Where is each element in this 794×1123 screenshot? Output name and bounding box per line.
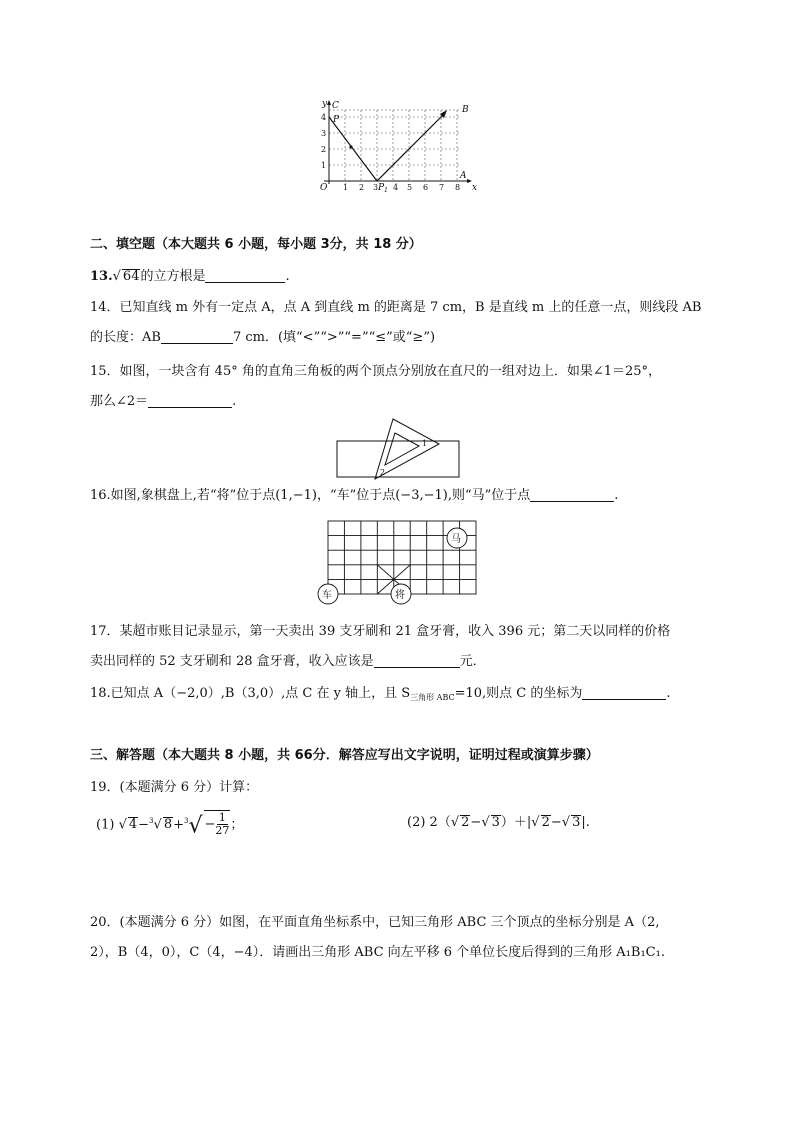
radicand: 64 — [122, 269, 140, 284]
sqrt-symbol: √ — [118, 817, 127, 833]
question-text: 卖出同样的 52 支牙刷和 28 盒牙膏，收入应该是 — [90, 654, 374, 669]
question-text: 那么∠2＝ — [90, 394, 149, 409]
sqrt-symbol: √ — [531, 815, 540, 830]
question-text: =10,则点 C 的坐标为 — [454, 686, 583, 701]
sqrt-symbol: √ — [112, 269, 121, 284]
operator: − — [470, 815, 482, 830]
numerator: 1 — [218, 811, 226, 825]
point-p-label: P — [333, 115, 340, 125]
x-tick-4: 4 — [393, 183, 399, 192]
question-text: 16.如图,象棋盘上,若“将”位于点(1,−1)，“车”位于点(−3,−1),则“马”位于点 — [90, 488, 531, 503]
x-tick-3: 3 — [373, 183, 379, 192]
y-axis-label: y — [322, 99, 328, 109]
segment-p1b — [377, 113, 445, 181]
question-14-line-1: 14．已知直线 m 外有一定点 A，点 A 到直线 m 的距离是 7 cm，B 是直线 m 上的任意一点，则线段 AB — [90, 300, 702, 315]
answer-blank[interactable] — [161, 329, 233, 344]
question-text: 7 cm．(填“<”“>”“=”“≤”或“≥”) — [232, 330, 436, 345]
question-19-part-2 — [407, 814, 590, 832]
angle-2-label: 2 — [380, 468, 386, 477]
unit-text: 元． — [459, 654, 486, 669]
point-a-label: A — [460, 171, 467, 181]
operator: ）＋| — [500, 815, 532, 830]
x-tick-5: 5 — [407, 183, 413, 192]
x-tick-2: 2 — [359, 183, 365, 192]
sqrt-symbol: √ — [188, 813, 203, 839]
operator: − — [550, 815, 562, 830]
x-tick-8: 8 — [455, 183, 461, 192]
answer-blank[interactable] — [582, 685, 666, 700]
y-tick-2: 2 — [321, 145, 327, 154]
point-c-label: C — [332, 101, 339, 111]
sqrt-symbol: √ — [450, 815, 460, 830]
chess-board-figure — [310, 516, 480, 608]
y-tick-1: 1 — [321, 161, 327, 170]
svg-text:车: 车 — [322, 590, 332, 601]
answer-blank[interactable] — [374, 653, 460, 668]
y-tick-3: 3 — [321, 129, 327, 138]
period: . — [232, 394, 237, 409]
coordinate-graph-figure — [310, 98, 485, 194]
sqrt-symbol: √ — [153, 817, 162, 833]
answer-blank[interactable] — [530, 487, 614, 502]
radicand: 3 — [572, 815, 581, 830]
question-15-line-2 — [90, 393, 236, 411]
piece-che — [318, 584, 338, 604]
punctuation: ； — [230, 817, 244, 833]
question-text: 的长度：AB — [90, 330, 161, 345]
piece-ma — [447, 528, 467, 548]
section-2-heading: 二、填空题（本大题共 6 小题，每小题 3分，共 18 分） — [90, 237, 422, 252]
punctuation: |. — [581, 815, 590, 830]
question-20-line-2: 2），B（4，0），C（4，−4）．请画出三角形 ABC 向左平移 6 个单位长度后得到的三角形 A₁B₁C₁. — [90, 945, 665, 960]
x-tick-1: 1 — [343, 183, 349, 192]
period: . — [285, 269, 290, 284]
period: . — [614, 488, 619, 503]
radicand-fraction — [204, 810, 231, 837]
answer-blank[interactable] — [205, 268, 285, 283]
sqrt-symbol: √ — [481, 815, 490, 830]
x-tick-7: 7 — [439, 183, 445, 192]
question-18 — [90, 685, 671, 707]
question-16 — [90, 487, 618, 505]
question-number: 13. — [90, 269, 113, 284]
point-b-label: B — [462, 105, 469, 115]
operator: + — [173, 817, 184, 833]
question-19-part-1 — [96, 810, 243, 837]
question-text: 的立方根是 — [140, 269, 206, 284]
denominator: 27 — [215, 824, 230, 838]
question-text: 18.已知点 A（−2,0）,B（3,0）,点 C 在 y 轴上，且 S — [90, 686, 411, 701]
svg-text:马: 马 — [451, 534, 461, 545]
radicand: 2 — [541, 815, 550, 830]
ruler — [337, 441, 459, 477]
question-20-line-1: 20．(本题满分 6 分）如图，在平面直角坐标系中，已知三角形 ABC 三个顶点的坐标分别是 A（2, — [90, 915, 660, 930]
radicand: 4 — [128, 817, 138, 833]
x-tick-6: 6 — [423, 183, 429, 192]
origin-label: O — [320, 183, 328, 193]
question-14-line-2 — [90, 329, 435, 347]
fraction — [215, 812, 229, 837]
question-19-intro: 19．(本题满分 6 分）计算： — [90, 780, 259, 795]
piece-jiang — [391, 584, 411, 604]
question-13 — [90, 268, 290, 286]
question-17-line-2 — [90, 653, 486, 671]
period: . — [666, 686, 671, 701]
point-marker — [349, 145, 352, 148]
ruler-triangle-figure — [335, 415, 463, 480]
question-17-line-1: 17．某超市账目记录显示，第一天卖出 39 支牙刷和 21 盒牙膏，收入 396 元；第二天以同样的价格 — [90, 624, 671, 639]
radicand: 8 — [163, 817, 173, 833]
subscript-triangle-abc: 三角形 ABC — [410, 693, 455, 702]
grid-lines — [329, 110, 460, 181]
angle-1-label: 1 — [422, 439, 428, 448]
y-tick-4: 4 — [321, 113, 327, 122]
section-3-heading: 三、解答题（本大题共 8 小题，共 66分．解答应写出文字说明，证明过程或演算步骤） — [90, 748, 599, 763]
root-index: 3 — [184, 817, 189, 825]
sqrt-symbol: √ — [561, 815, 571, 830]
question-15-line-1: 15．如图，一块含有 45° 角的直角三角板的两个顶点分别放在直尺的一组对边上．如果∠1＝25°， — [90, 364, 662, 379]
point-p1-label: $P_1$ — [378, 183, 388, 194]
root-index: 3 — [149, 817, 154, 825]
part-label: (1) — [96, 817, 115, 833]
svg-text:将: 将 — [395, 590, 405, 601]
answer-blank[interactable] — [148, 393, 232, 408]
part-label: (2) 2（ — [407, 815, 451, 830]
radicand: 2 — [461, 815, 470, 830]
radicand: 3 — [491, 815, 500, 830]
x-axis-label: x — [472, 183, 478, 193]
negative-sign: − — [204, 817, 216, 833]
operator: − — [138, 817, 150, 833]
